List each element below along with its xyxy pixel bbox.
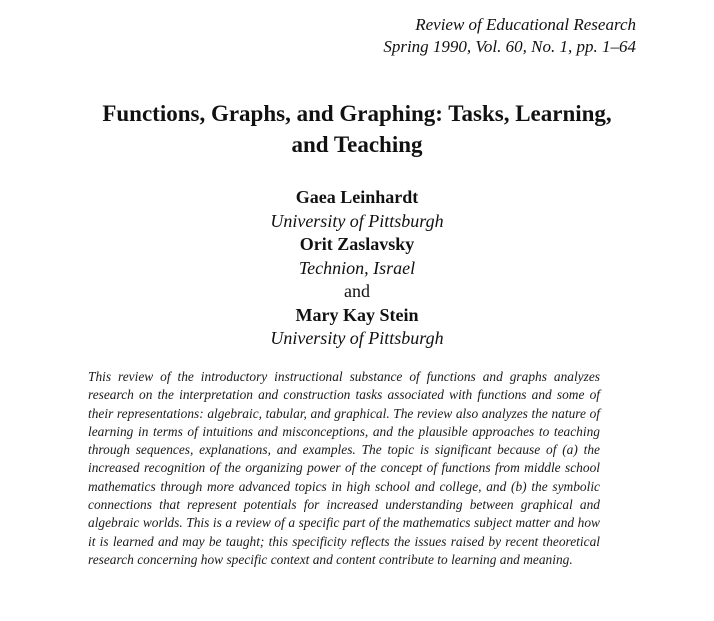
abstract-paragraph: This review of the introductory instructional substance of functions and graphs analyzes research on the interpretation and construction tasks associated with functions and some of their representations: algebraic, tabular, and graphical. The review also analyzes the nature of learning in terms of intuitions and misconceptions, and the plausible approaches to teaching through sequences, explanations, and examples. The topic is significant because of (a) the increased recognition of the organizing power of the concept of functions from middle school mathematics through more advanced topics in high school and college, and (b) the symbolic connections that represent potentials for increased understanding between graphical and algebraic worlds. This is a review of a specific part of the mathematics subject matter and how it is learned and may be taught; this specificity reflects the issues raised by recent theoretical research concerning how specific context and content contribute to learning and meaning. — [88, 369, 600, 567]
author-name: Mary Kay Stein — [295, 304, 419, 325]
article-title-line-1: Functions, Graphs, and Graphing: Tasks, Learning, — [102, 101, 612, 126]
journal-header — [383, 14, 636, 58]
author-name: Orit Zaslavsky — [299, 234, 415, 254]
author-conjunction: and — [344, 281, 370, 301]
author-affiliation: Technion, Israel — [298, 257, 416, 278]
author-affiliation: University of Pittsburgh — [270, 210, 444, 231]
article-title — [20, 98, 694, 160]
article-title-line-2: and Teaching — [291, 132, 423, 157]
author-name: Gaea Leinhardt — [295, 187, 419, 207]
journal-name: Review of Educational Research — [415, 15, 636, 34]
journal-issue: Spring 1990, Vol. 60, No. 1, pp. 1–64 — [383, 37, 636, 56]
author-block — [0, 186, 714, 351]
author-affiliation: University of Pittsburgh — [270, 328, 444, 348]
